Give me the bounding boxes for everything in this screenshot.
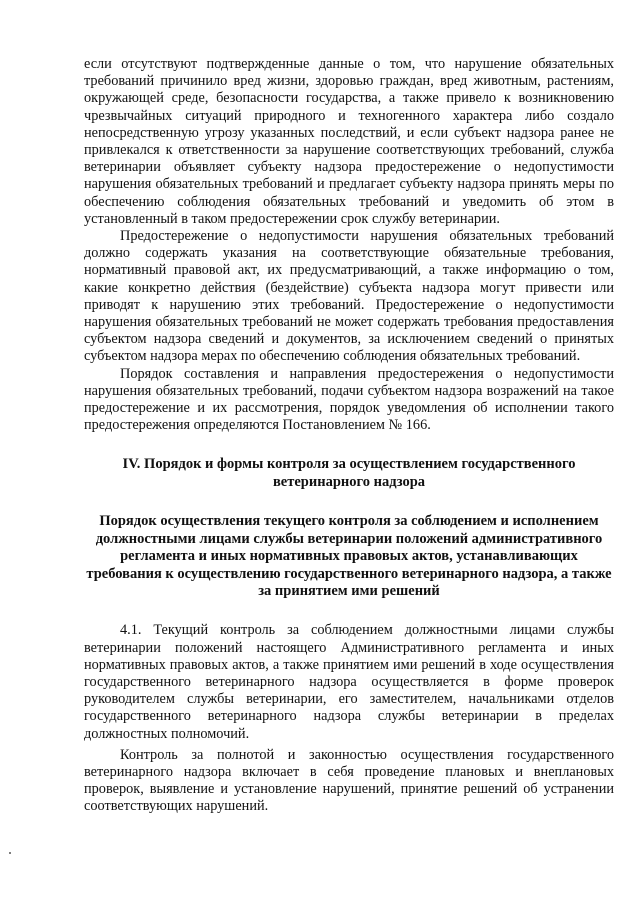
section-heading: IV. Порядок и формы контроля за осуществлением государственного ветеринарного надзора bbox=[122, 456, 576, 490]
scan-speck bbox=[9, 852, 11, 854]
paragraph-current-control: 4.1. Текущий контроль за соблюдением должностными лицами службы ветеринарии положений настоящего Административного регламента и иных нормативных правовых актов, а также принятием ими решений в ходе осуществления государственного ветеринарного надзора осуществляется в форме проверок руководителем службы ветеринарии, его заместителем, начальниками отделов государственного ветеринарного надзора службы ветеринарии в пределах должностных полномочий. bbox=[84, 622, 614, 742]
paragraph-control-scope: Контроль за полнотой и законностью осуществления государственного ветеринарного надзора включает в себя проведение плановых и внеплановых проверок, выявление и установление нарушений, принятие решений об устранении соответствующих нарушений. bbox=[84, 746, 614, 815]
paragraph-warning-content: Предостережение о недопустимости нарушения обязательных требований должно содержать указания на соответствующие обязательные требования, нормативный правовой акт, их предусматривающий, а также информацию о том, какие конкретно действия (бездействие) субъекта надзора могут привести или приводят к нарушению этих требований. Предостережение о недопустимости нарушения обязательных требований не может содержать требования предоставления субъектом надзора сведений и документов, за исключением сведений о принятых субъектом надзора мерах по обеспечению соблюдения обязательных требований. bbox=[84, 228, 614, 365]
paragraph-warning-procedure: Порядок составления и направления предостережения о недопустимости нарушения обязательных требований, подачи субъектом надзора возражений на такое предостережение и их рассмотрения, порядок уведомления об исполнении такого предостережения определяются Постановлением № 166. bbox=[84, 365, 614, 434]
document-page bbox=[84, 56, 614, 816]
subsection-heading: Порядок осуществления текущего контроля за соблюдением и исполнением должностными лицами службы ветеринарии положений административного регламента и иных нормативных правовых актов, устанавливающих требования к осуществлению государственного ветеринарного надзора, а также за принятием ими решений bbox=[86, 513, 612, 599]
paragraph-continuation: если отсутствуют подтвержденные данные о том, что нарушение обязательных требований причинило вред жизни, здоровью граждан, вред животным, растениям, окружающей среде, безопасности государства, а также привело к возникновению чрезвычайных ситуаций природного и техногенного характера либо создало непосредственную угрозу указанных последствий, и если субъект надзора ранее не привлекался к ответственности за нарушение соответствующих требований, служба ветеринарии объявляет субъекту надзора предостережение о недопустимости нарушения обязательных требований и предлагает субъекту надзора принять меры по обеспечению соблюдения обязательных требований и уведомить об этом в установленный в таком предостережении срок службу ветеринарии. bbox=[84, 56, 614, 227]
